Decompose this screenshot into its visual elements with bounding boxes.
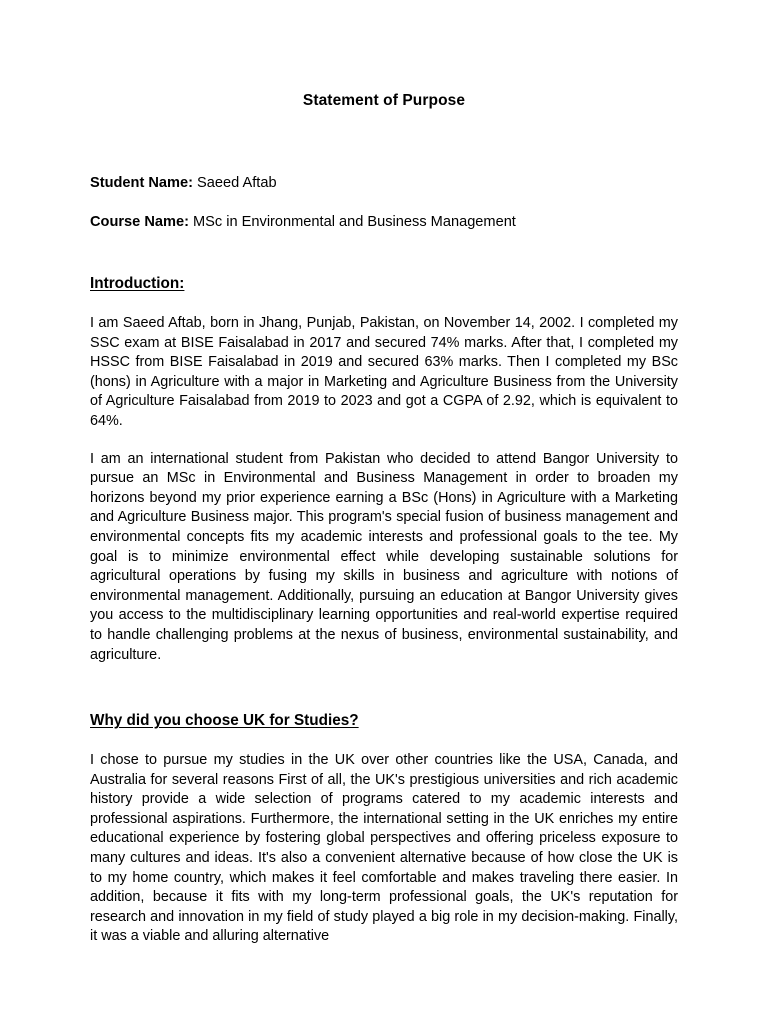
paragraph-introduction-2: I am an international student from Pakistan who decided to attend Bangor University to pursue an MSc in Environmental and Business Management in order to broaden my horizons beyond my prior experience earning a BSc (Hons) in Agriculture with a Marketing and Agriculture Business major. This program's special fusion of business management and environmental concepts fits my academic interests and professional goals to the tee. My goal is to minimize environmental effect while developing sustainable solutions for agricultural operations by fusing my skills in business and agriculture with notions of environmental management. Additionally, pursuing an education at Bangor University gives you access to the multidisciplinary learning opportunities and real-world expertise required to handle challenging problems at the nexus of business, environmental sustainability, and agriculture. [90,450,678,663]
paragraph-why-uk-1: I chose to pursue my studies in the UK over other countries like the USA, Canada, and Australia for several reasons First of all, the UK's prestigious universities and rich academic history provide a wide selection of programs catered to my academic interests and professional aspirations. Furthermore, the international setting in the UK enriches my entire educational experience by fostering global perspectives and offering priceless exposure to many cultures and ideas. It's also a convenient alternative because of how close the UK is to my home country, which makes it feel comfortable and makes traveling there easier. In addition, because it fits with my long-term professional goals, the UK's reputation for research and innovation in my field of study played a big role in my decision-making. Finally, it was a viable and alluring alternative [90,752,678,945]
paragraph-introduction-1: I am Saeed Aftab, born in Jhang, Punjab, Pakistan, on November 14, 2002. I completed my SSC exam at BISE Faisalabad in 2017 and secured 74% marks. After that, I completed my HSSC from BISE Faisalabad in 2019 and secured 63% marks. Then I completed my BSc (hons) in Agriculture with a major in Marketing and Agriculture Business from the University of Agriculture Faisalabad from 2019 to 2023 and got a CGPA of 2.92, which is equivalent to 64%. [90,315,678,429]
metadata-label-course-name: Course Name: [90,214,189,230]
metadata-value-student-name: Saeed Aftab [197,175,277,191]
metadata-row-course-name [90,212,678,232]
document-content [90,0,678,947]
student-metadata [90,173,678,232]
section-heading-introduction [90,275,678,293]
page-title: Statement of Purpose [302,92,466,109]
section-why-uk [90,712,678,947]
metadata-value-course-name: MSc in Environmental and Business Management [193,214,516,230]
section-heading-introduction-text: Introduction: [90,275,185,292]
metadata-label-student-name: Student Name: [90,175,193,191]
section-heading-why-uk-text: Why did you choose UK for Studies? [90,712,359,730]
section-heading-why-uk [90,712,678,730]
section-introduction [90,275,678,665]
metadata-row-student-name [90,173,678,193]
